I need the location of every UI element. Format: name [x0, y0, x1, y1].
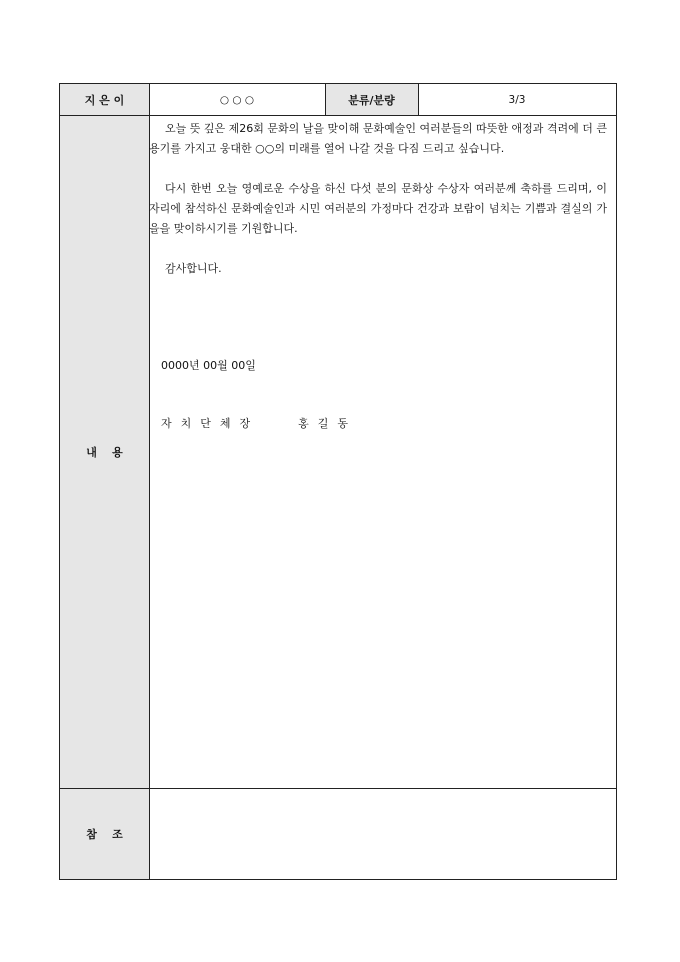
- content-label: 내 용: [60, 116, 149, 788]
- category-label: 분류/분량: [325, 84, 418, 115]
- reference-value: [150, 789, 616, 879]
- signature-name: 홍길동: [298, 417, 358, 430]
- author-label: 지 은 이: [60, 84, 149, 115]
- reference-label: 참 조: [60, 789, 149, 879]
- header-divider: [60, 115, 616, 116]
- header-divider-1: [325, 84, 326, 115]
- author-value: ○ ○ ○: [219, 93, 255, 106]
- content-body: [149, 119, 607, 279]
- document-form: [59, 83, 617, 880]
- paragraph-3: 감사합니다.: [165, 262, 222, 275]
- signature-title: 자치단체장: [161, 417, 260, 430]
- paragraph-2: 다시 한번 오늘 영예로운 수상을 하신 다섯 분의 문화상 수상자 여러분께 축하를 드리며, 이 자리에 참석하신 문화예술인과 시민 여러분의 가정마다 건강과 보람이 넘치는 기쁨과 결실의 가을을 맞이하시기를 기원합니다.: [149, 182, 607, 235]
- signature-line: [161, 415, 357, 431]
- header-divider-2: [418, 84, 419, 115]
- category-value: 3/3: [508, 93, 526, 106]
- paragraph-1: 오늘 뜻 깊은 제26회 문화의 날을 맞이해 문화예술인 여러분들의 따뜻한 애정과 격려에 더 큰 용기를 가지고 웅대한 ○○의 미래를 열어 나갈 것을 다짐 드리고 싶습니다.: [149, 122, 607, 155]
- document-date: 0000년 00월 00일: [161, 359, 256, 372]
